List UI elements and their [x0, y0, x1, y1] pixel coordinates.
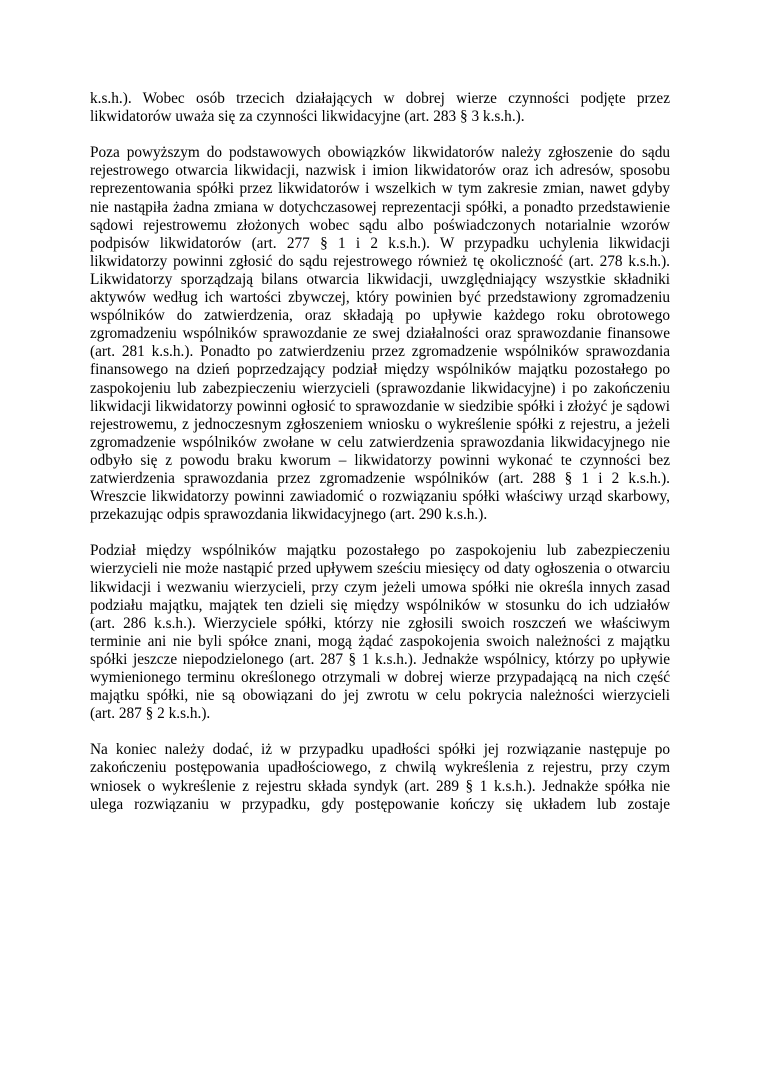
- text-line: zatwierdzenia sprawozdania przez zgromadzenie wspólników (art. 288 § 1 i 2 k.s.h.).: [90, 469, 670, 487]
- text-line: ulega rozwiązaniu w przypadku, gdy postępowanie kończy się układem lub zostaje: [90, 795, 670, 813]
- text-line: rejestrowemu, z jednoczesnym zgłoszeniem wniosku o wykreślenie spółki z rejestru, a jeżeli: [90, 415, 670, 433]
- text-line: wniosek o wykreślenie z rejestru składa syndyk (art. 289 § 1 k.s.h.). Jednakże spółka nie: [90, 777, 670, 795]
- paragraph: [90, 542, 670, 723]
- text-line: odbyło się z powodu braku kworum – likwidatorzy powinni wykonać te czynności bez: [90, 451, 670, 469]
- text-line: terminie ani nie byli spółce znani, mogą żądać zaspokojenia swoich należności z majątku: [90, 632, 670, 650]
- text-line: wymienionego terminu określonego otrzymali w dobrej wierze przypadającą na nich część: [90, 669, 670, 686]
- text-line: likwidacji i wezwaniu wierzycieli, przy czym jeżeli umowa spółki nie określa innych zasad: [90, 578, 670, 596]
- text-line: (art. 286 k.s.h.). Wierzyciele spółki, którzy nie zgłosili swoich roszczeń we właściwym: [90, 614, 670, 632]
- text-line: sądowi rejestrowemu złożonych wobec sądu albo poświadczonych notarialnie wzorów: [90, 216, 670, 234]
- text-line: przekazując odpis sprawozdania likwidacyjnego (art. 290 k.s.h.).: [90, 506, 488, 524]
- text-line: rejestrowego otwarcia likwidacji, nazwisk i imion likwidatorów oraz ich adresów, sposobu: [90, 162, 670, 180]
- text-line: Podział między wspólników majątku pozostałego po zaspokojeniu lub zabezpieczeniu: [90, 542, 670, 560]
- paragraph: [90, 144, 670, 524]
- text-line: zgromadzenie wspólników zwołane w celu zatwierdzenia sprawozdania likwidacyjnego nie: [90, 433, 670, 451]
- text-line: majątku spółki, nie są obowiązani do jej zwrotu w celu pokrycia należności wierzycieli: [90, 687, 670, 705]
- text-line: podziału majątku, majątek ten dzieli się między wspólników w stosunku do ich udziałów: [90, 596, 670, 614]
- text-line: likwidatorzy powinni zgłosić do sądu rejestrowego również tę okoliczność (art. 278 k.s.h.).: [90, 252, 670, 270]
- text-line: wspólników do zatwierdzenia, oraz składają po upływie każdego roku obrotowego: [90, 307, 670, 325]
- text-line: Likwidatorzy sporządzają bilans otwarcia likwidacji, uwzględniający wszystkie składniki: [90, 270, 670, 288]
- text-line: zgromadzeniu wspólników sprawozdanie ze swej działalności oraz sprawozdanie finansowe: [90, 325, 670, 343]
- text-line: podpisów likwidatorów (art. 277 § 1 i 2 k.s.h.). W przypadku uchylenia likwidacji: [90, 234, 670, 252]
- text-line: k.s.h.). Wobec osób trzecich działających w dobrej wierze czynności podjęte przez: [90, 90, 670, 107]
- text-line: nie nastąpiła żadna zmiana w dotychczasowej reprezentacji spółki, a ponadto przedstawienie: [90, 198, 670, 216]
- text-line: likwidacji likwidatorzy powinni ogłosić to sprawozdanie w siedzibie spółki i złożyć je sądowi: [90, 397, 670, 415]
- text-line: Poza powyższym do podstawowych obowiązków likwidatorów należy zgłoszenie do sądu: [90, 144, 670, 162]
- document-page: [90, 90, 670, 832]
- text-line: Wreszcie likwidatorzy powinni zawiadomić o rozwiązaniu spółki właściwy urząd skarbowy,: [90, 488, 670, 506]
- text-line: wierzycieli nie może nastąpić przed upływem sześciu miesięcy od daty ogłoszenia o otwarciu: [90, 560, 670, 578]
- text-line: Na koniec należy dodać, iż w przypadku upadłości spółki jej rozwiązanie następuje po: [90, 741, 670, 759]
- text-line: zakończeniu postępowania upadłościowego, z chwilą wykreślenia z rejestru, przy czym: [90, 759, 670, 777]
- text-line: zaspokojeniu lub zabezpieczeniu wierzycieli (sprawozdanie likwidacyjne) i po zakończeniu: [90, 379, 670, 397]
- paragraph: [90, 90, 670, 126]
- text-line: reprezentowania spółki przez likwidatorów i wszelkich w tym zakresie zmian, nawet gdyby: [90, 180, 670, 198]
- text-line: spółki jeszcze niepodzielonego (art. 287 § 1 k.s.h.). Jednakże wspólnicy, którzy po upływie: [90, 650, 670, 668]
- text-line: (art. 287 § 2 k.s.h.).: [90, 705, 211, 723]
- text-line: likwidatorów uważa się za czynności likwidacyjne (art. 283 § 3 k.s.h.).: [90, 108, 525, 126]
- text-line: aktywów według ich wartości zbywczej, który powinien być przedstawiony zgromadzeniu: [90, 289, 670, 307]
- paragraph: [90, 741, 670, 813]
- text-line: finansowego na dzień poprzedzający podział między wspólników majątku pozostałego po: [90, 361, 670, 379]
- text-line: (art. 281 k.s.h.). Ponadto po zatwierdzeniu przez zgromadzenie wspólników sprawozdania: [90, 343, 670, 361]
